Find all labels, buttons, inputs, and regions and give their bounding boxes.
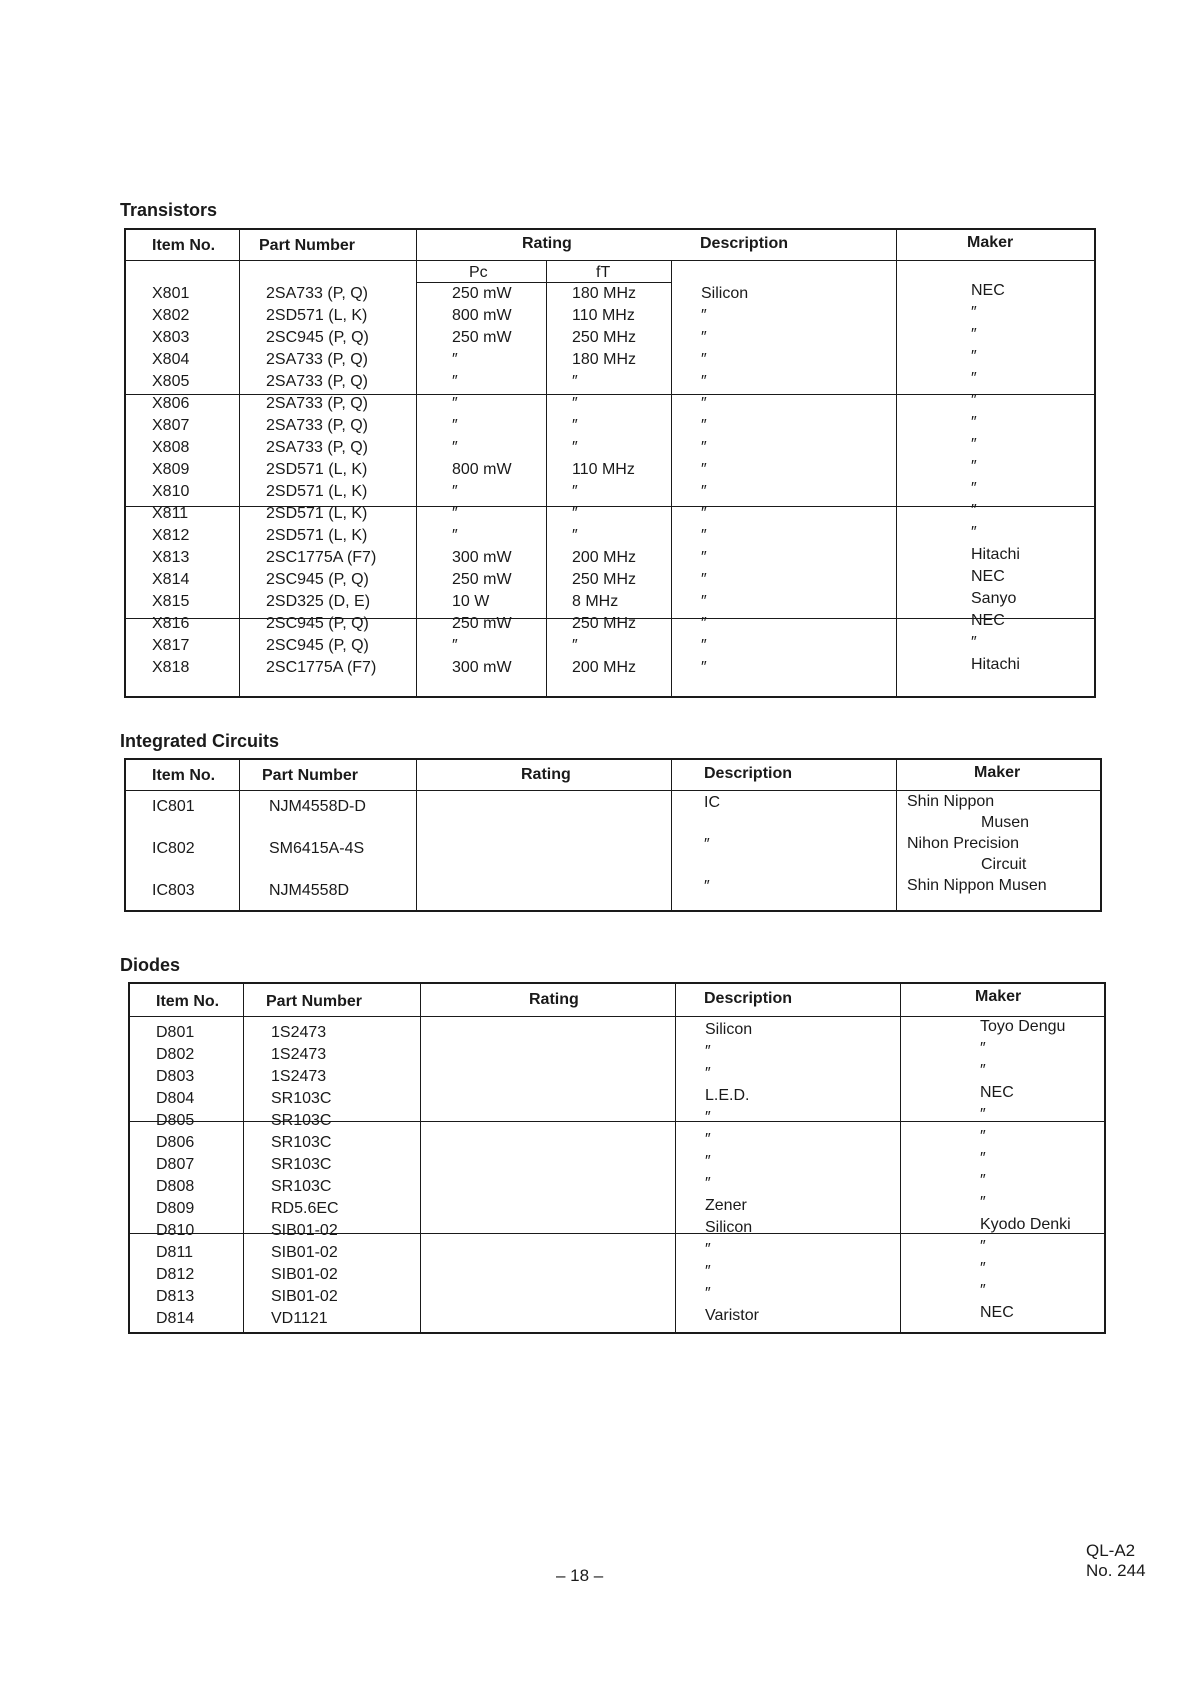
maker-cell: ″ [971,502,977,519]
maker-cell: Hitachi [971,546,1020,563]
ft-rating-cell: 110 MHz [572,461,635,478]
page-number: – 18 – [556,1566,604,1585]
item-no-cell: X811 [152,505,189,522]
maker-cell: NEC [971,568,1005,585]
description-cell: L.E.D. [705,1087,750,1104]
description-cell: Zener [705,1197,747,1214]
document-number: No. 244 [1086,1561,1146,1580]
maker-cell: Nihon Precision [907,835,1020,852]
item-no-cell: X802 [152,307,190,324]
description-cell: Silicon [705,1219,753,1236]
description-cell: ″ [701,417,707,434]
maker-cell-continued: Circuit [981,856,1027,873]
maker-cell: Sanyo [971,590,1017,607]
maker-cell: Shin Nippon Musen [907,877,1047,894]
item-no-cell: X808 [152,439,190,456]
part-number-cell: 2SD571 (L, K) [266,483,368,500]
description-cell: ″ [701,439,707,456]
item-no-cell: D805 [156,1112,195,1129]
item-no-cell: D813 [156,1288,195,1305]
header-item-no: Item No. [152,237,216,254]
header-part-number: Part Number [262,767,359,784]
item-no-cell: X810 [152,483,190,500]
part-number-cell: 1S2473 [271,1068,327,1085]
description-cell: ″ [701,307,707,324]
part-number-cell: NJM4558D [269,882,350,899]
maker-cell: ″ [980,1238,986,1255]
pc-rating-cell: 300 mW [452,549,512,566]
item-no-cell: X818 [152,659,190,676]
item-no-cell: D801 [156,1024,195,1041]
pc-rating-cell: 800 mW [452,307,512,324]
ft-rating-cell: 180 MHz [572,351,637,368]
part-number-cell: 1S2473 [271,1046,327,1063]
item-no-cell: D814 [156,1310,195,1327]
item-no-cell: X807 [152,417,190,434]
item-no-cell: X816 [152,615,190,632]
item-no-cell: X814 [152,571,190,588]
maker-cell: ″ [971,480,977,497]
description-cell: ″ [701,549,707,566]
description-cell: ″ [705,1043,711,1060]
part-number-cell: SIB01-02 [271,1288,338,1305]
part-number-cell: SR103C [271,1134,332,1151]
item-no-cell: X806 [152,395,190,412]
header-pc: Pc [469,264,488,281]
maker-cell: NEC [971,612,1005,629]
part-number-cell: 2SD571 (L, K) [266,505,368,522]
item-no-cell: X812 [152,527,190,544]
maker-cell: ″ [971,370,977,387]
maker-cell: Kyodo Denki [980,1216,1071,1233]
maker-cell: ″ [980,1172,986,1189]
item-no-cell: D804 [156,1090,195,1107]
item-no-cell: IC801 [152,798,195,815]
ft-rating-cell: 8 MHz [572,593,619,610]
ics-table [124,758,1102,912]
description-cell: Silicon [701,285,749,302]
item-no-cell: D809 [156,1200,195,1217]
item-no-cell: X817 [152,637,190,654]
description-cell: ″ [701,329,707,346]
description-cell: ″ [705,1109,711,1126]
maker-cell: ″ [971,348,977,365]
header-description: Description [704,990,793,1007]
item-no-cell: D810 [156,1222,195,1239]
maker-cell: ″ [980,1150,986,1167]
ft-rating-cell: 200 MHz [572,659,637,676]
description-cell: ″ [701,527,707,544]
pc-rating-cell: ″ [452,395,458,412]
maker-cell: ″ [971,634,977,651]
part-number-cell: 2SD571 (L, K) [266,461,368,478]
description-cell: ″ [701,571,707,588]
pc-rating-cell: ″ [452,527,458,544]
description-cell: ″ [701,395,707,412]
part-number-cell: SM6415A-4S [269,840,365,857]
pc-rating-cell: ″ [452,439,458,456]
part-number-cell: 2SC1775A (F7) [266,549,377,566]
description-cell: ″ [701,373,707,390]
maker-cell: Shin Nippon [907,793,995,810]
diodes-section-title: Diodes [120,955,181,975]
item-no-cell: D807 [156,1156,195,1173]
ics-rows [126,760,1100,910]
description-cell: ″ [705,1241,711,1258]
part-number-cell: 2SD325 (D, E) [266,593,371,610]
pc-rating-cell: 800 mW [452,461,512,478]
transistors-table [124,228,1096,698]
description-cell: ″ [704,878,710,895]
pc-rating-cell: ″ [452,417,458,434]
header-rating: Rating [521,766,571,783]
ft-rating-cell: 110 MHz [572,307,635,324]
description-cell: ″ [701,461,707,478]
maker-cell: NEC [980,1084,1014,1101]
header-description: Description [704,765,793,782]
part-number-cell: 2SA733 (P, Q) [266,373,368,390]
part-number-cell: SR103C [271,1156,332,1173]
part-number-cell: 2SC945 (P, Q) [266,329,369,346]
ft-rating-cell: ″ [572,395,578,412]
part-number-cell: SR103C [271,1112,332,1129]
item-no-cell: X813 [152,549,190,566]
maker-cell: Hitachi [971,656,1020,673]
part-number-cell: NJM4558D-D [269,798,366,815]
description-cell: ″ [701,505,707,522]
maker-cell: ″ [971,414,977,431]
pc-rating-cell: 10 W [452,593,490,610]
ft-rating-cell: 250 MHz [572,571,637,588]
description-cell: ″ [701,615,707,632]
ft-rating-cell: 250 MHz [572,329,637,346]
ft-rating-cell: ″ [572,527,578,544]
part-number-cell: 2SA733 (P, Q) [266,439,368,456]
header-part-number: Part Number [259,237,356,254]
item-no-cell: D806 [156,1134,195,1151]
description-cell: ″ [705,1065,711,1082]
header-rating: Rating [522,235,572,252]
description-cell: Silicon [705,1021,753,1038]
maker-cell: ″ [980,1040,986,1057]
maker-cell: Toyo Dengu [980,1018,1066,1035]
part-number-cell: SIB01-02 [271,1244,338,1261]
item-no-cell: IC802 [152,840,195,857]
item-no-cell: D811 [156,1244,194,1261]
header-maker: Maker [975,988,1022,1005]
part-number-cell: 2SC1775A (F7) [266,659,377,676]
item-no-cell: X815 [152,593,190,610]
item-no-cell: X803 [152,329,190,346]
ft-rating-cell: ″ [572,483,578,500]
maker-cell: ″ [971,524,977,541]
pc-rating-cell: ″ [452,637,458,654]
description-cell: ″ [704,836,710,853]
header-item-no: Item No. [156,993,220,1010]
part-number-cell: 2SA733 (P, Q) [266,417,368,434]
item-no-cell: X801 [152,285,190,302]
item-no-cell: D812 [156,1266,195,1283]
header-item-no: Item No. [152,767,216,784]
pc-rating-cell: ″ [452,483,458,500]
maker-cell: ″ [980,1260,986,1277]
item-no-cell: D803 [156,1068,195,1085]
part-number-cell: 2SC945 (P, Q) [266,615,369,632]
description-cell: ″ [701,637,707,654]
maker-cell: ″ [971,436,977,453]
maker-cell: ″ [980,1282,986,1299]
description-cell: ″ [705,1175,711,1192]
description-cell: ″ [701,659,707,676]
description-cell: IC [704,794,720,811]
description-cell: ″ [701,483,707,500]
header-ft: fT [596,264,611,281]
ics-section-title: Integrated Circuits [120,731,280,751]
description-cell: ″ [701,351,707,368]
description-cell: ″ [705,1131,711,1148]
ft-rating-cell: ″ [572,373,578,390]
item-no-cell: X804 [152,351,190,368]
maker-cell: NEC [980,1304,1014,1321]
maker-cell: ″ [971,458,977,475]
maker-cell: ″ [971,392,977,409]
ft-rating-cell: 250 MHz [572,615,637,632]
item-no-cell: X805 [152,373,190,390]
maker-cell: ″ [971,326,977,343]
part-number-cell: 2SD571 (L, K) [266,307,368,324]
part-number-cell: 2SD571 (L, K) [266,527,368,544]
transistors-section-title: Transistors [120,200,218,220]
part-number-cell: RD5.6EC [271,1200,339,1217]
ft-rating-cell: ″ [572,439,578,456]
pc-rating-cell: ″ [452,505,458,522]
description-cell: ″ [705,1285,711,1302]
part-number-cell: 2SA733 (P, Q) [266,285,368,302]
part-number-cell: 2SC945 (P, Q) [266,571,369,588]
maker-cell-continued: Musen [981,814,1030,831]
description-cell: ″ [705,1263,711,1280]
part-number-cell: 1S2473 [271,1024,327,1041]
ft-rating-cell: 200 MHz [572,549,637,566]
part-number-cell: SR103C [271,1090,332,1107]
ft-rating-cell: ″ [572,417,578,434]
pc-rating-cell: 250 mW [452,571,512,588]
pc-rating-cell: 250 mW [452,329,512,346]
item-no-cell: X809 [152,461,190,478]
description-cell: ″ [705,1153,711,1170]
part-number-cell: VD1121 [271,1310,328,1327]
model-number: QL-A2 [1086,1541,1136,1560]
part-number-cell: 2SA733 (P, Q) [266,395,368,412]
part-number-cell: 2SC945 (P, Q) [266,637,369,654]
ft-rating-cell: ″ [572,637,578,654]
maker-cell: NEC [971,282,1005,299]
header-maker: Maker [974,764,1021,781]
description-cell: ″ [701,593,707,610]
maker-cell: ″ [980,1062,986,1079]
ft-rating-cell: ″ [572,505,578,522]
header-part-number: Part Number [266,993,363,1010]
maker-cell: ″ [980,1194,986,1211]
diodes-rows [130,984,1104,1332]
header-maker: Maker [967,234,1014,251]
part-number-cell: 2SA733 (P, Q) [266,351,368,368]
pc-rating-cell: 300 mW [452,659,512,676]
description-cell: Varistor [705,1307,759,1324]
maker-cell: ″ [971,304,977,321]
maker-cell: ″ [980,1128,986,1145]
pc-rating-cell: ″ [452,373,458,390]
pc-rating-cell: 250 mW [452,615,512,632]
part-number-cell: SR103C [271,1178,332,1195]
pc-rating-cell: ″ [452,351,458,368]
header-description: Description [700,235,789,252]
ft-rating-cell: 180 MHz [572,285,637,302]
header-rating: Rating [529,991,579,1008]
pc-rating-cell: 250 mW [452,285,512,302]
item-no-cell: D808 [156,1178,195,1195]
diodes-table [128,982,1106,1334]
item-no-cell: IC803 [152,882,195,899]
part-number-cell: SIB01-02 [271,1222,338,1239]
maker-cell: ″ [980,1106,986,1123]
part-number-cell: SIB01-02 [271,1266,338,1283]
transistors-rows [126,230,1094,696]
item-no-cell: D802 [156,1046,195,1063]
